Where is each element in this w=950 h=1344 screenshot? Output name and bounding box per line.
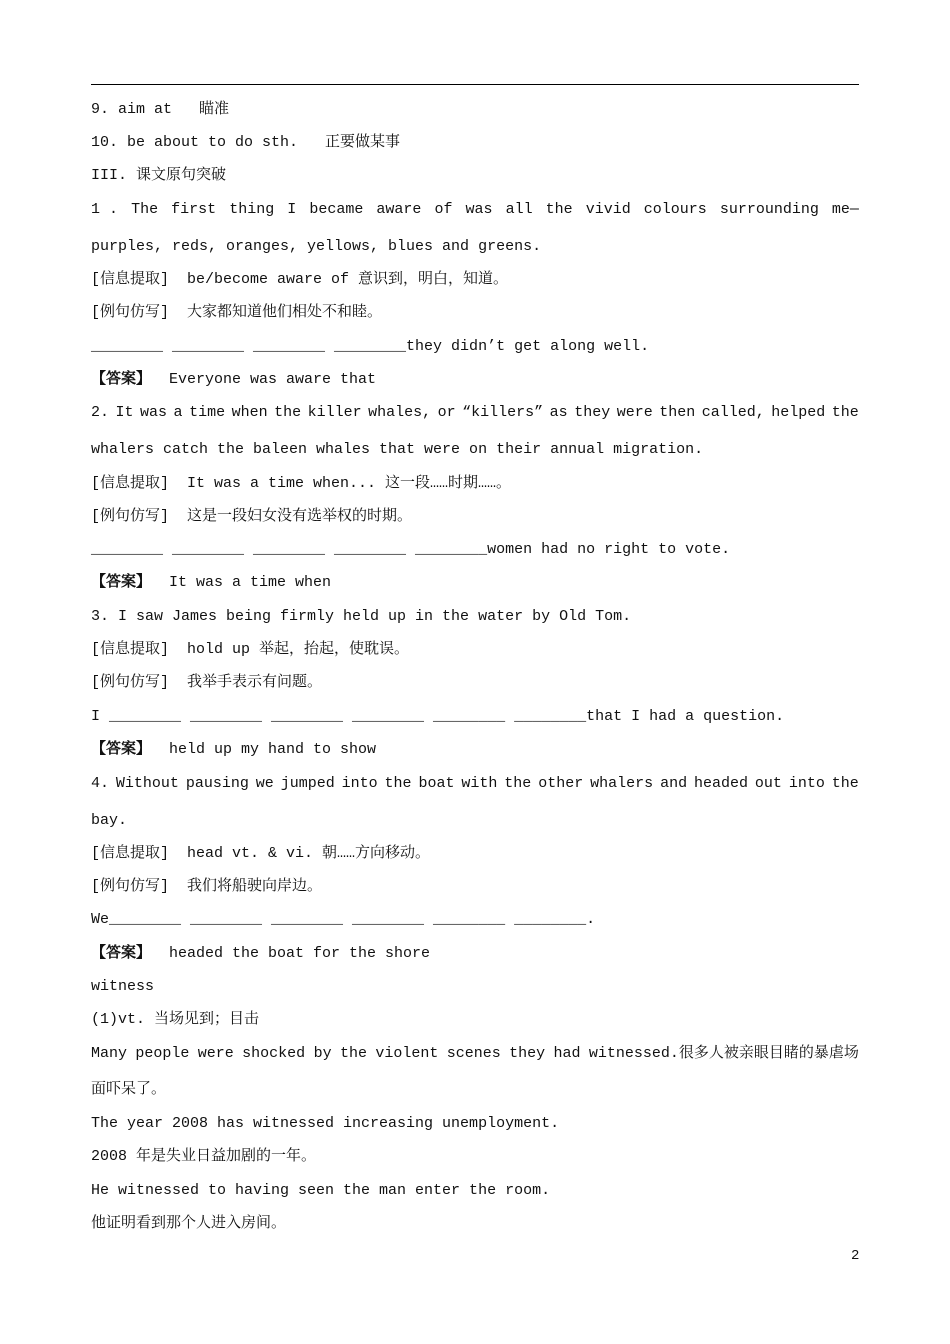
item-4-info: [信息提取] head vt. & vi. 朝……方向移动。 (91, 845, 431, 862)
witness-sense: (1)vt. 当场见到；目击 (91, 1011, 260, 1028)
word: headed (693, 775, 748, 792)
word: called, (701, 404, 765, 421)
item-4-blanks: We________ ________ ________ ________ ________ ________. (91, 911, 596, 928)
word: “killers” (462, 404, 544, 421)
word: other (538, 775, 584, 792)
item-4-sentence-cont: bay. (91, 812, 128, 829)
word: Many (91, 1045, 128, 1062)
word: were (197, 1045, 234, 1062)
item-2-sentence-cont: whalers catch the baleen whales that were on their annual migration. (91, 441, 704, 458)
answer-text: held up my hand to show (151, 741, 377, 758)
witness-example-2: The year 2008 has witnessed increasing unemployment. (91, 1115, 560, 1132)
item-4-answer (91, 944, 859, 964)
word: out (754, 775, 782, 792)
word: were (616, 404, 653, 421)
word: into (788, 775, 825, 792)
item-1-info: [信息提取] be/become aware of 意识到，明白，知道。 (91, 271, 509, 288)
item-1-sentence-cont: purples, reds, oranges, yellows, blues and greens. (91, 238, 542, 255)
word: they (574, 404, 611, 421)
word: violent (375, 1045, 439, 1062)
witness-headword: witness (91, 978, 155, 995)
vocab-line: 9. aim at 瞄准 (91, 101, 230, 118)
word: I (287, 201, 297, 218)
word: the (831, 404, 859, 421)
word: into (341, 775, 378, 792)
item-1-blanks: ________ ________ ________ ________they didn’t get along well. (91, 338, 650, 355)
word: vivid (585, 201, 631, 218)
answer-text: Everyone was aware that (151, 371, 377, 388)
word: thing (229, 201, 275, 218)
answer-label: 【答案】 (91, 371, 152, 388)
item-3-sentence: 3. I saw James being firmly held up in the water by Old Tom. (91, 608, 632, 625)
word: Without (115, 775, 179, 792)
item-3-info: [信息提取] hold up 举起，抬起，使耽误。 (91, 641, 410, 658)
word: time (189, 404, 226, 421)
word: killer (307, 404, 362, 421)
answer-text: It was a time when (151, 574, 332, 591)
word: was (140, 404, 168, 421)
word: first (171, 201, 217, 218)
word: me— (831, 201, 859, 218)
word: the (831, 775, 859, 792)
word: aware (376, 201, 422, 218)
word: whalers (590, 775, 654, 792)
item-4-sentence (91, 774, 859, 794)
item-3-answer (91, 740, 859, 760)
word: whales, (368, 404, 432, 421)
item-2-sentence (91, 403, 859, 423)
word: was (465, 201, 493, 218)
word: witnessed.很多人被亲眼目睹的暴虐场 (588, 1045, 859, 1062)
header-rule (91, 84, 859, 85)
answer-text: headed the boat for the shore (151, 945, 431, 962)
word: scenes (446, 1045, 501, 1062)
witness-example-3: He witnessed to having seen the man enter the room. (91, 1182, 551, 1199)
word: when (231, 404, 268, 421)
word: The (131, 201, 159, 218)
word: as (549, 404, 568, 421)
word: colours (643, 201, 707, 218)
witness-example-2-zh: 2008 年是失业日益加剧的一年。 (91, 1148, 317, 1165)
word: pausing (185, 775, 249, 792)
item-2-blanks: ________ ________ ________ ________ ________women had no right to vote. (91, 541, 731, 558)
item-2-answer (91, 573, 859, 593)
item-1-sentence (91, 200, 859, 220)
word: then (659, 404, 696, 421)
word: the (384, 775, 412, 792)
word: with (461, 775, 498, 792)
word: became (309, 201, 364, 218)
word: a (173, 404, 183, 421)
word: 4. (91, 775, 110, 792)
item-3-blanks: I ________ ________ ________ ________ ________ ________that I had a question. (91, 708, 785, 725)
word: surrounding (719, 201, 819, 218)
word: the (545, 201, 573, 218)
item-2-info: [信息提取] It was a time when... 这一段……时期……。 (91, 475, 512, 492)
item-1-answer (91, 370, 859, 390)
word: the (339, 1045, 367, 1062)
word: they (509, 1045, 546, 1062)
word: It (115, 404, 134, 421)
word: 1 . (91, 201, 119, 218)
word: people (135, 1045, 190, 1062)
word: 2. (91, 404, 110, 421)
witness-example-3-zh: 他证明看到那个人进入房间。 (91, 1215, 287, 1232)
word: the (274, 404, 302, 421)
word: or (437, 404, 456, 421)
item-1-example: [例句仿写] 大家都知道他们相处不和睦。 (91, 304, 383, 321)
witness-example-1-cont: 面吓呆了。 (91, 1081, 167, 1098)
witness-example-1 (91, 1044, 859, 1064)
word: we (255, 775, 274, 792)
word: all (505, 201, 533, 218)
section-title: III. 课文原句突破 (91, 167, 227, 184)
word: boat (418, 775, 455, 792)
word: jumped (280, 775, 335, 792)
page-number: 2 (851, 1248, 860, 1264)
item-3-example: [例句仿写] 我举手表示有问题。 (91, 674, 323, 691)
vocab-line: 10. be about to do sth. 正要做某事 (91, 134, 401, 151)
item-2-example: [例句仿写] 这是一段妇女没有选举权的时期。 (91, 508, 413, 525)
word: shocked (242, 1045, 306, 1062)
item-4-example: [例句仿写] 我们将船驶向岸边。 (91, 878, 323, 895)
word: the (504, 775, 532, 792)
word: by (313, 1045, 332, 1062)
word: and (660, 775, 688, 792)
word: of (434, 201, 453, 218)
answer-label: 【答案】 (91, 945, 152, 962)
answer-label: 【答案】 (91, 574, 152, 591)
word: helped (771, 404, 826, 421)
answer-label: 【答案】 (91, 741, 152, 758)
word: had (553, 1045, 581, 1062)
